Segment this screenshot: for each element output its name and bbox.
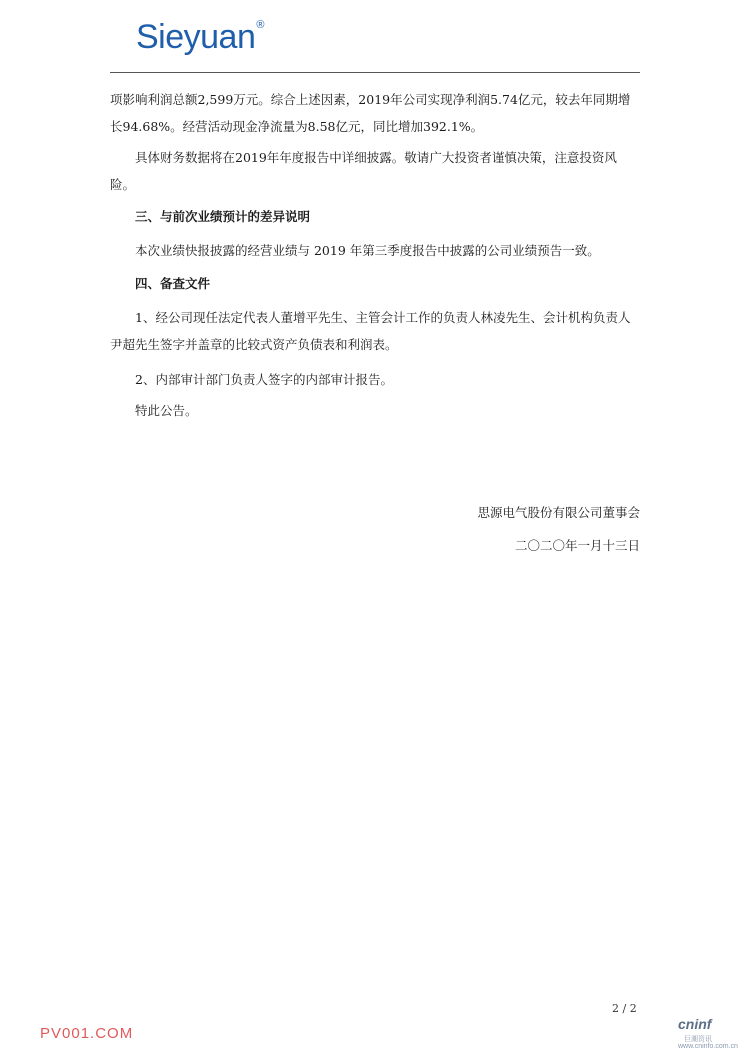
paragraph-document-1: 1、经公司现任法定代表人董增平先生、主管会计工作的负责人林凌先生、会计机构负责人尹超先生签字并盖章的比较式资产负债表和利润表。 [110, 310, 631, 352]
paragraph-financial-details: 具体财务数据将在2019年年度报告中详细披露。敬请广大投资者谨慎决策，注意投资风险。 [110, 150, 617, 192]
signature-company: 思源电气股份有限公司董事会 [477, 505, 640, 520]
paragraph-document-2: 2、内部审计部门负责人签字的内部审计报告。 [135, 372, 393, 387]
watermark-sub: 巨潮资讯 [684, 1036, 712, 1043]
section-heading-documents: 四、备查文件 [135, 276, 211, 291]
paragraph-closing: 特此公告。 [135, 403, 198, 418]
logo-text: Sieyuan [136, 18, 256, 56]
registered-mark: ® [256, 19, 264, 31]
watermark-site: www.cninfo.com.cn [678, 1043, 738, 1050]
paragraph-profit-summary: 项影响利润总额2,599万元。综合上述因素，2019年公司实现净利润5.74亿元，较去年同期增长94.68%。经营活动现金净流量为8.58亿元，同比增加392.1%。 [110, 92, 631, 134]
signature-date: 二〇二〇年一月十三日 [514, 538, 640, 553]
section-heading-difference: 三、与前次业绩预计的差异说明 [135, 209, 311, 224]
page-number: 2 / 2 [612, 1002, 637, 1015]
company-logo [136, 18, 264, 57]
watermark-brand: cninf [678, 1016, 712, 1032]
header-divider [110, 72, 640, 73]
watermark-left: PV001.COM [40, 1025, 134, 1042]
cninfo-watermark [678, 1014, 742, 1054]
paragraph-consistency: 本次业绩快报披露的经营业绩与 2019 年第三季度报告中披露的公司业绩预告一致。 [135, 243, 600, 258]
